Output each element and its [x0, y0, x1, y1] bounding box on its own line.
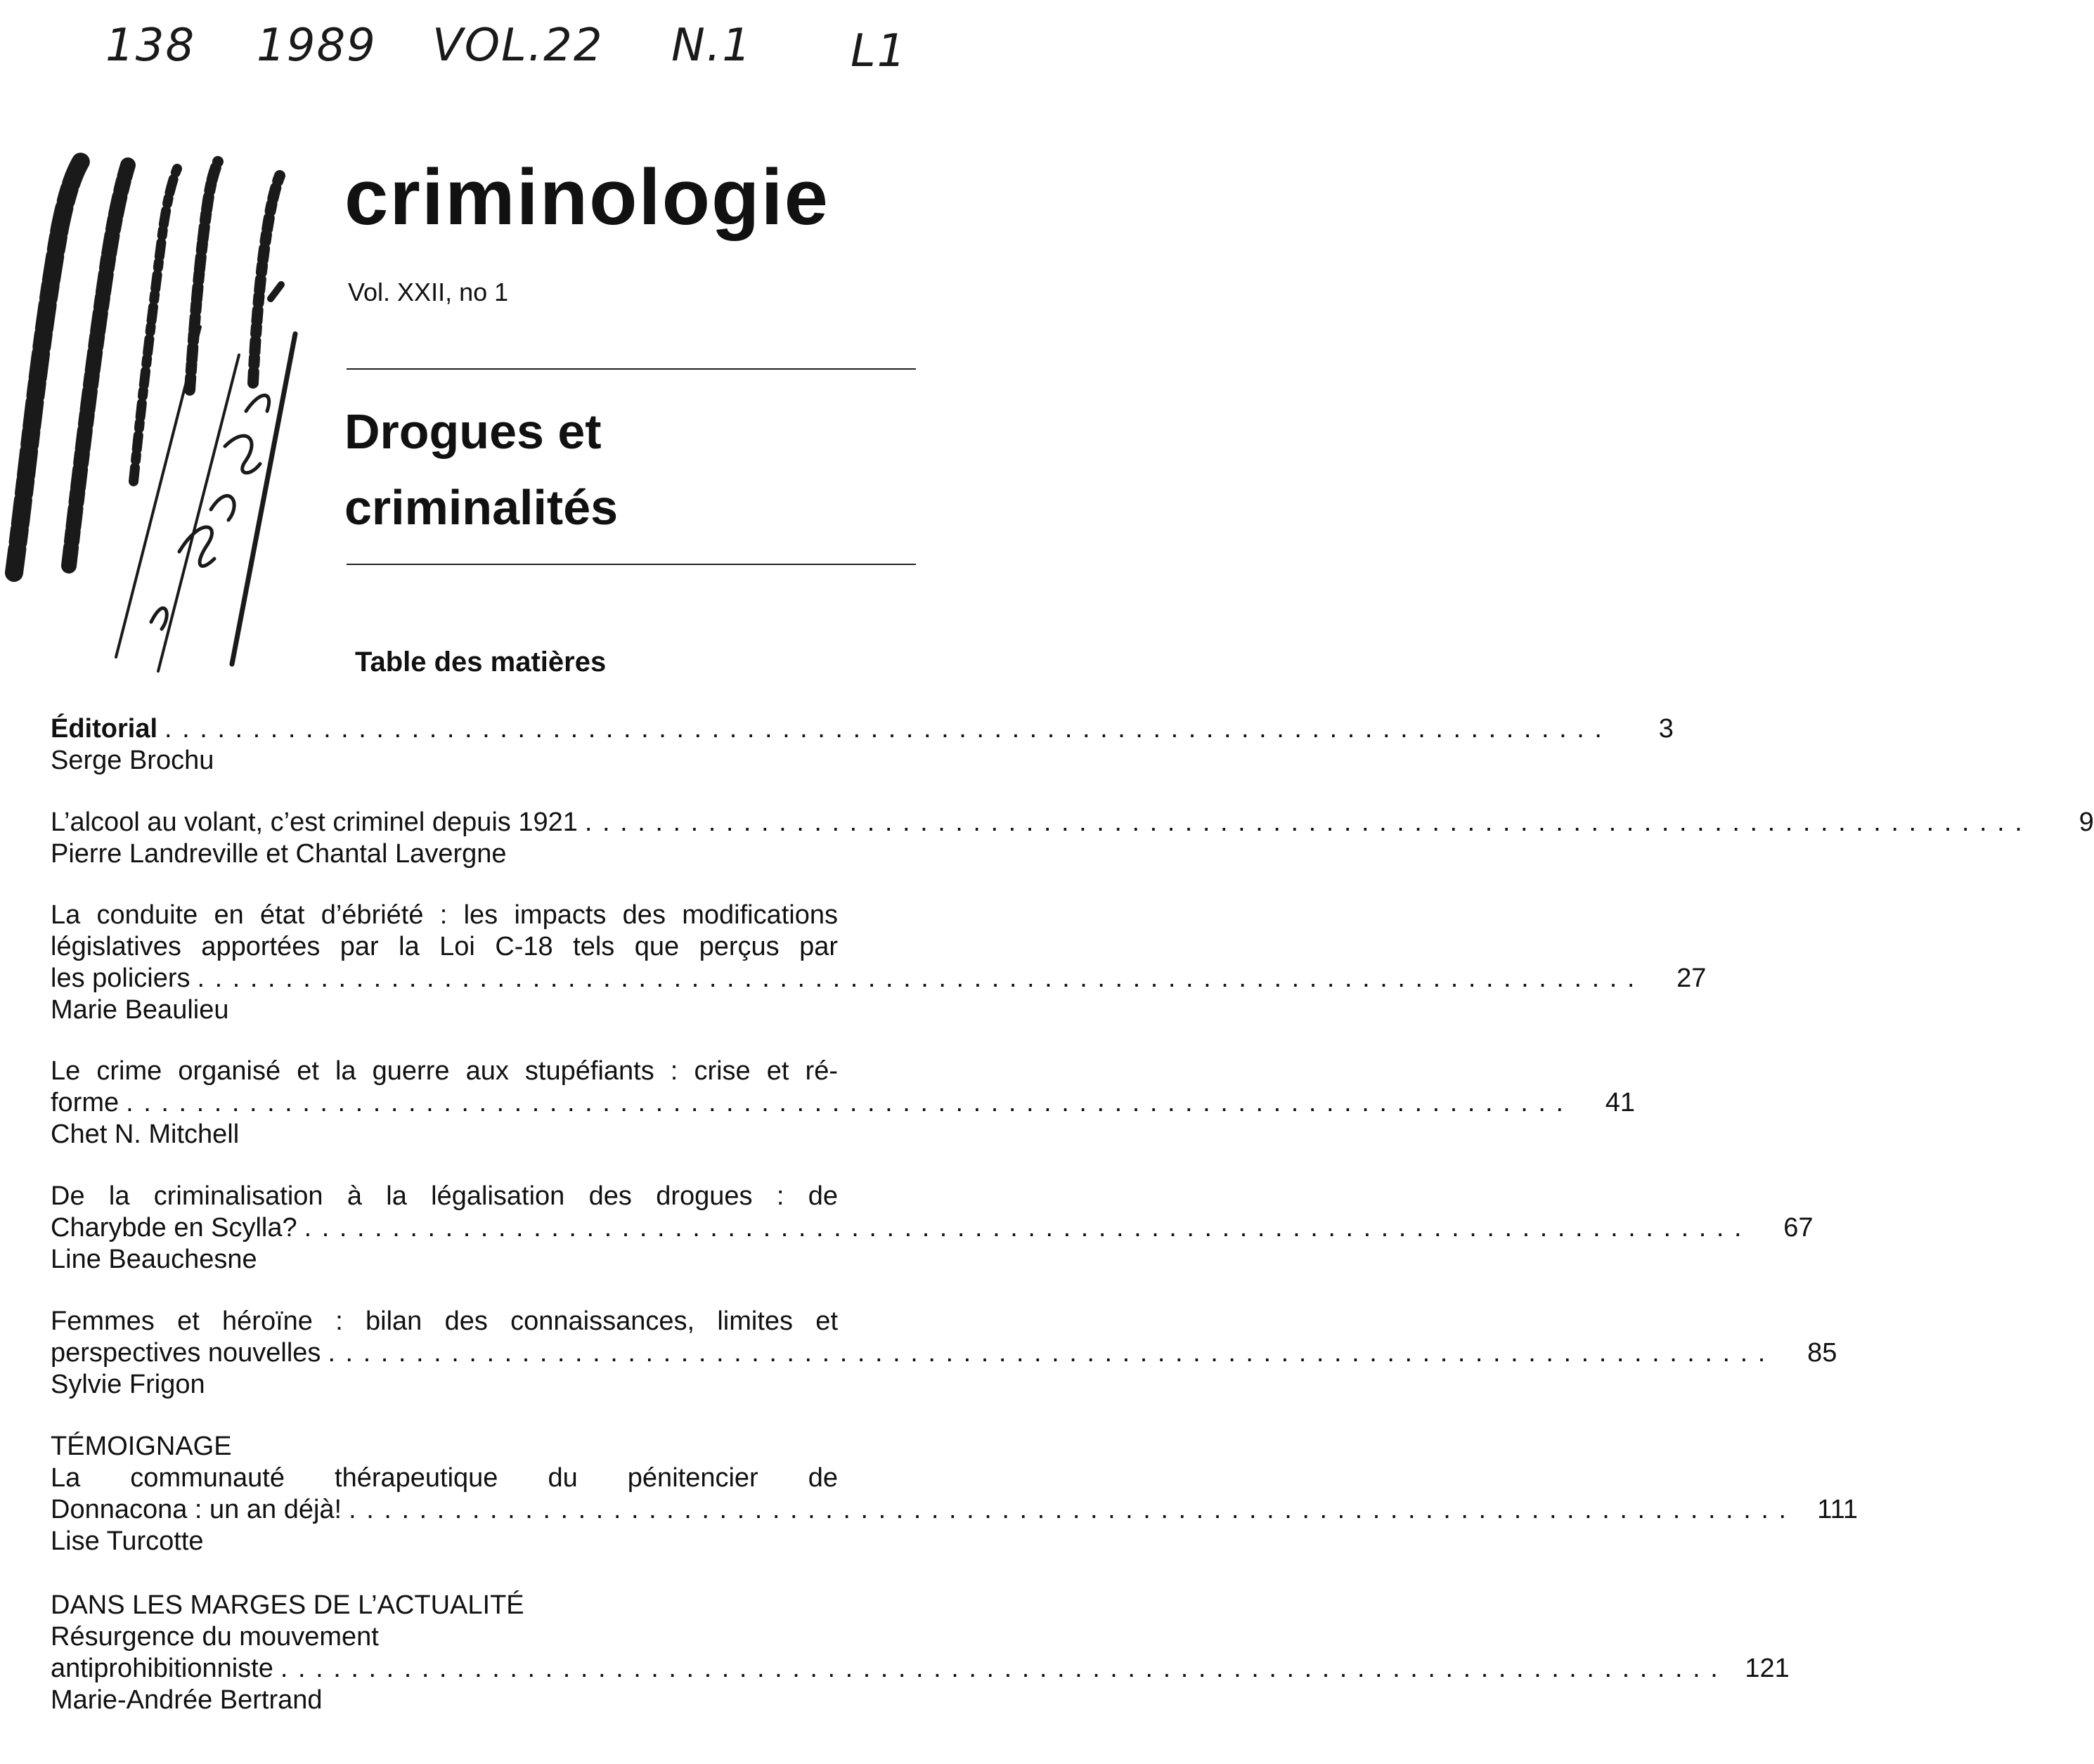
toc-entry	[51, 1590, 1790, 1716]
toc-entry-page: 27	[1676, 964, 1707, 993]
toc-heading: Table des matières	[355, 647, 607, 677]
toc-entry-page: 41	[1605, 1088, 1636, 1117]
toc-entry-title-line: La conduite en état d’ébriété : les impacts des modifications	[51, 900, 838, 930]
toc-entry-author: Marie Beaulieu	[51, 995, 229, 1025]
dot-leader: . . . . . . . . . . . . . . . . . . . . . . . . . . . . . . . . . . . . . . . . . . . . . . . . . . . . . . . . . . . . . . . . . . . . . . . . . . . . . . . . . .	[328, 1338, 1767, 1368]
toc-entry-page: 121	[1745, 1654, 1790, 1683]
dot-leader: . . . . . . . . . . . . . . . . . . . . . . . . . . . . . . . . . . . . . . . . . . . . . . . . . . . . . . . . . . . . . . . . . . . . . . . . . . . . . . . . . .	[197, 964, 1636, 993]
toc-entry-page: 9	[2079, 808, 2094, 837]
volume-line: Vol. XXII, no 1	[348, 278, 509, 306]
handwritten-year: 1989	[257, 20, 377, 72]
toc-entry-title: Charybde en Scylla?	[51, 1213, 297, 1243]
toc-entry-title: Donnacona : un an déjà!	[51, 1495, 342, 1524]
toc-entry	[51, 1181, 1814, 1276]
toc-entry-page: 67	[1783, 1213, 1814, 1243]
toc-section-label: DANS LES MARGES DE L’ACTUALITÉ	[51, 1590, 524, 1620]
dot-leader: . . . . . . . . . . . . . . . . . . . . . . . . . . . . . . . . . . . . . . . . . . . . . . . . . . . . . . . . . . . . . . . . . . . . . . . . . . . . . . . . . .	[126, 1088, 1565, 1117]
toc-entry	[51, 713, 1674, 777]
toc-entry-title-line: législatives apportées par la Loi C-18 tels que perçus par	[51, 932, 838, 961]
toc-entry-author: Pierre Landreville et Chantal Lavergne	[51, 839, 507, 869]
toc-entry	[51, 900, 1707, 1026]
dot-leader: . . . . . . . . . . . . . . . . . . . . . . . . . . . . . . . . . . . . . . . . . . . . . . . . . . . . . . . . . . . . . . . . . . . . . . . . . . . . . . . . . .	[584, 808, 2024, 837]
toc-entry-page: 3	[1658, 714, 1674, 744]
toc-entry-title-line: Résurgence du mouvement	[51, 1622, 379, 1652]
handwritten-page-number: 138	[105, 20, 196, 72]
toc-entry-title: antiprohibitionniste	[51, 1654, 273, 1683]
toc-entry-title-line: La communauté thérapeutique du pénitencier de	[51, 1463, 838, 1493]
handwritten-code: L1	[851, 25, 907, 77]
toc-entry-title: Éditorial	[51, 714, 158, 744]
toc-entry-title-line: Femmes et héroïne : bilan des connaissances, limites et	[51, 1306, 838, 1336]
issue-title-line2: criminalités	[344, 480, 619, 535]
library-stamp	[0, 116, 330, 692]
toc-entry-author: Lise Turcotte	[51, 1526, 204, 1556]
toc-entry-title: perspectives nouvelles	[51, 1338, 321, 1368]
divider-top	[347, 368, 916, 370]
toc-entry	[51, 1431, 1859, 1557]
dot-leader: . . . . . . . . . . . . . . . . . . . . . . . . . . . . . . . . . . . . . . . . . . . . . . . . . . . . . . . . . . . . . . . . . . . . . . . . . . . . . . . . . .	[164, 714, 1603, 744]
toc-entry-author: Serge Brochu	[51, 746, 214, 775]
divider-bottom	[347, 564, 916, 565]
issue-title	[344, 394, 618, 545]
toc-entry-title: forme	[51, 1088, 119, 1117]
toc-entry-author: Chet N. Mitchell	[51, 1120, 240, 1149]
handwritten-volume: VOL.22	[432, 20, 604, 72]
toc-entry-page: 85	[1807, 1338, 1837, 1368]
toc-entry-title-line: Le crime organisé et la guerre aux stupéfiants : crise et ré-	[51, 1056, 838, 1086]
toc-entry-author: Marie-Andrée Bertrand	[51, 1685, 323, 1715]
toc-entry	[51, 1056, 1636, 1150]
dot-leader: . . . . . . . . . . . . . . . . . . . . . . . . . . . . . . . . . . . . . . . . . . . . . . . . . . . . . . . . . . . . . . . . . . . . . . . . . . . . . . . . . .	[280, 1654, 1719, 1683]
toc-entry	[51, 1306, 1837, 1401]
toc-entry	[51, 807, 2094, 870]
toc-entry-page: 111	[1817, 1495, 1859, 1524]
handwritten-number: N.1	[671, 20, 752, 72]
toc-entry-title: les policiers	[51, 964, 190, 993]
toc-entry-author: Line Beauchesne	[51, 1245, 257, 1274]
toc-section-label: TÉMOIGNAGE	[51, 1432, 232, 1461]
dot-leader: . . . . . . . . . . . . . . . . . . . . . . . . . . . . . . . . . . . . . . . . . . . . . . . . . . . . . . . . . . . . . . . . . . . . . . . . . . . . . . . . . .	[349, 1495, 1788, 1524]
toc-entry-title: L’alcool au volant, c’est criminel depuis 1921	[51, 808, 578, 837]
toc-entry-author: Sylvie Frigon	[51, 1370, 205, 1399]
toc-entry-title-line: De la criminalisation à la légalisation des drogues : de	[51, 1181, 838, 1211]
journal-title: criminologie	[344, 153, 829, 241]
dot-leader: . . . . . . . . . . . . . . . . . . . . . . . . . . . . . . . . . . . . . . . . . . . . . . . . . . . . . . . . . . . . . . . . . . . . . . . . . . . . . . . . . .	[304, 1213, 1743, 1243]
issue-title-line1: Drogues et	[344, 404, 602, 459]
